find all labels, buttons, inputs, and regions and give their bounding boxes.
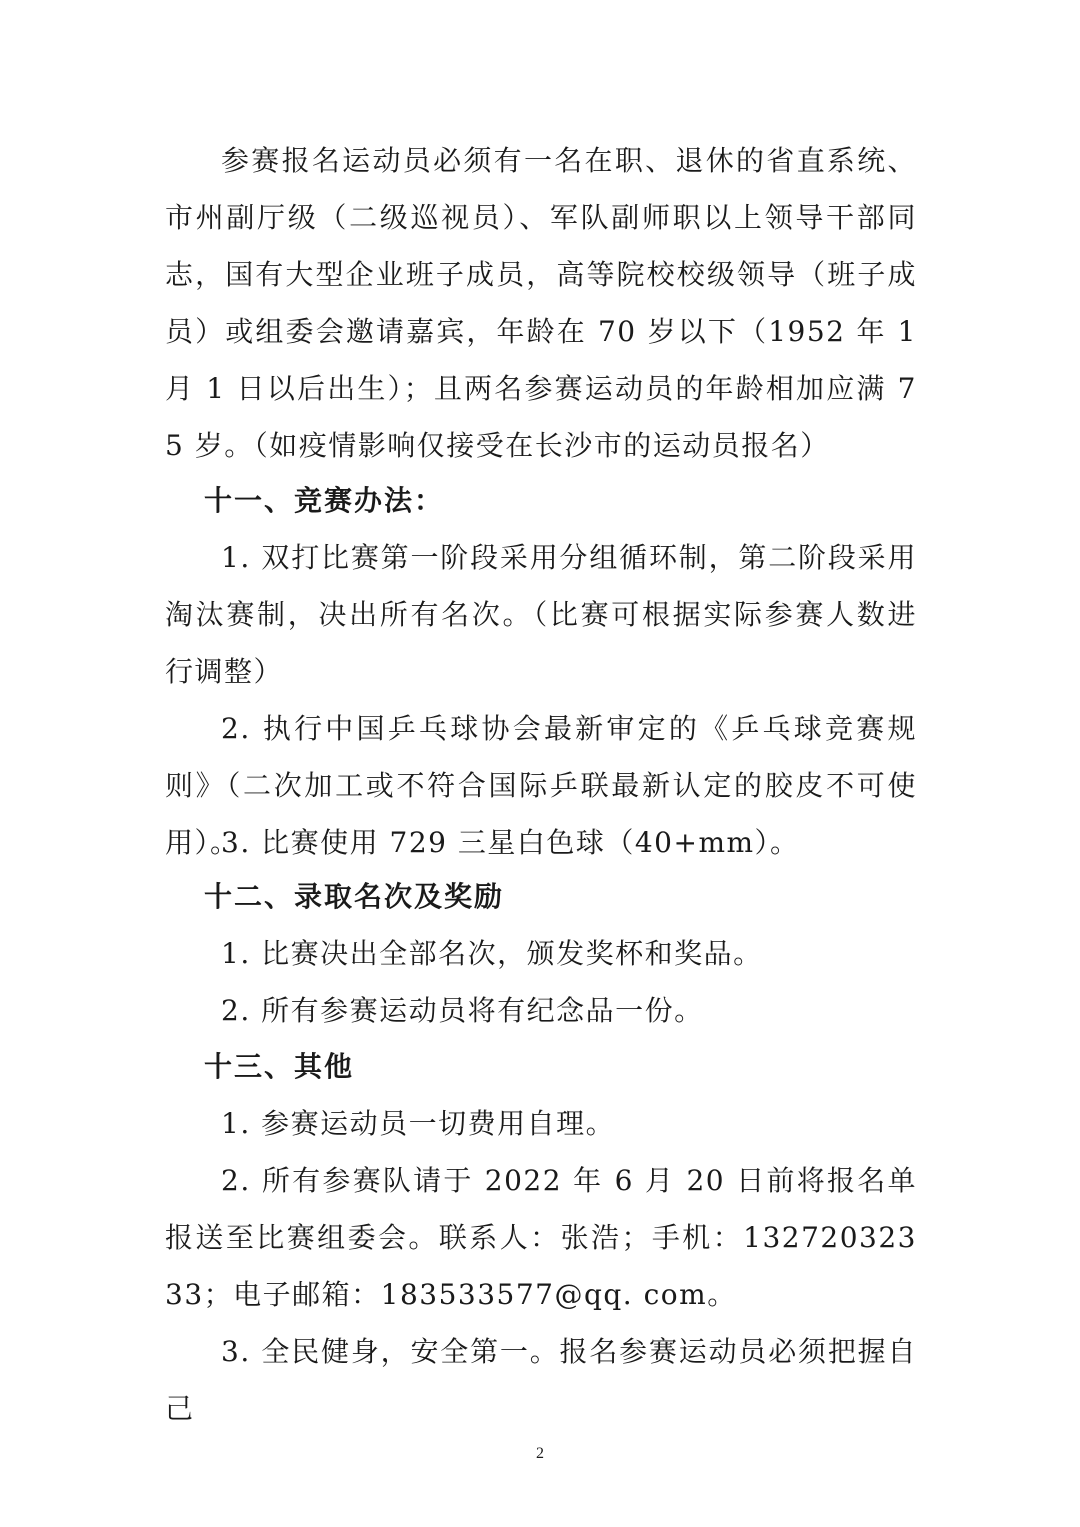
section-11-heading: 十一、竞赛办法： bbox=[204, 484, 445, 517]
section-13-item-3: 3. 全民健身，安全第一。报名参赛运动员必须把握自己 bbox=[165, 1335, 917, 1425]
section-13-item-1: 1. 参赛运动员一切费用自理。 bbox=[221, 1107, 616, 1140]
section-11-item-2: 2. 执行中国乒乓球协会最新审定的《乒乓球竞赛规则》（二次加工或不符合国际乒联最新认定的胶皮不可使用）。 bbox=[165, 712, 917, 859]
section-12-item-1: 1. 比赛决出全部名次，颁发奖杯和奖品。 bbox=[221, 937, 763, 970]
section-13-heading: 十三、其他 bbox=[204, 1050, 355, 1083]
intro-paragraph: 参赛报名运动员必须有一名在职、退休的省直系统、市州副厅级（二级巡视员）、军队副师职以上领导干部同志，国有大型企业班子成员，高等院校校级领导（班子成员）或组委会邀请嘉宾，年龄在 70 岁以下（1952 年 1 月 1 日以后出生）；且两名参赛运动员的年龄相加应满 75 岁。（如疫情影响仅接受在长沙市的运动员报名） bbox=[165, 144, 917, 462]
section-11-item-3: 3. 比赛使用 729 三星白色球（40+mm）。 bbox=[221, 826, 800, 859]
section-13-item-2: 2. 所有参赛队请于 2022 年 6 月 20 日前将报名单报送至比赛组委会。联系人：张浩；手机：13272032333；电子邮箱：183533577@qq. com。 bbox=[165, 1164, 917, 1311]
section-11-item-1: 1. 双打比赛第一阶段采用分组循环制，第二阶段采用淘汰赛制，决出所有名次。（比赛可根据实际参赛人数进行调整） bbox=[165, 541, 917, 688]
page-number: 2 bbox=[536, 1445, 544, 1462]
section-12-item-2: 2. 所有参赛运动员将有纪念品一份。 bbox=[221, 994, 704, 1027]
section-12-heading: 十二、录取名次及奖励 bbox=[204, 880, 505, 913]
